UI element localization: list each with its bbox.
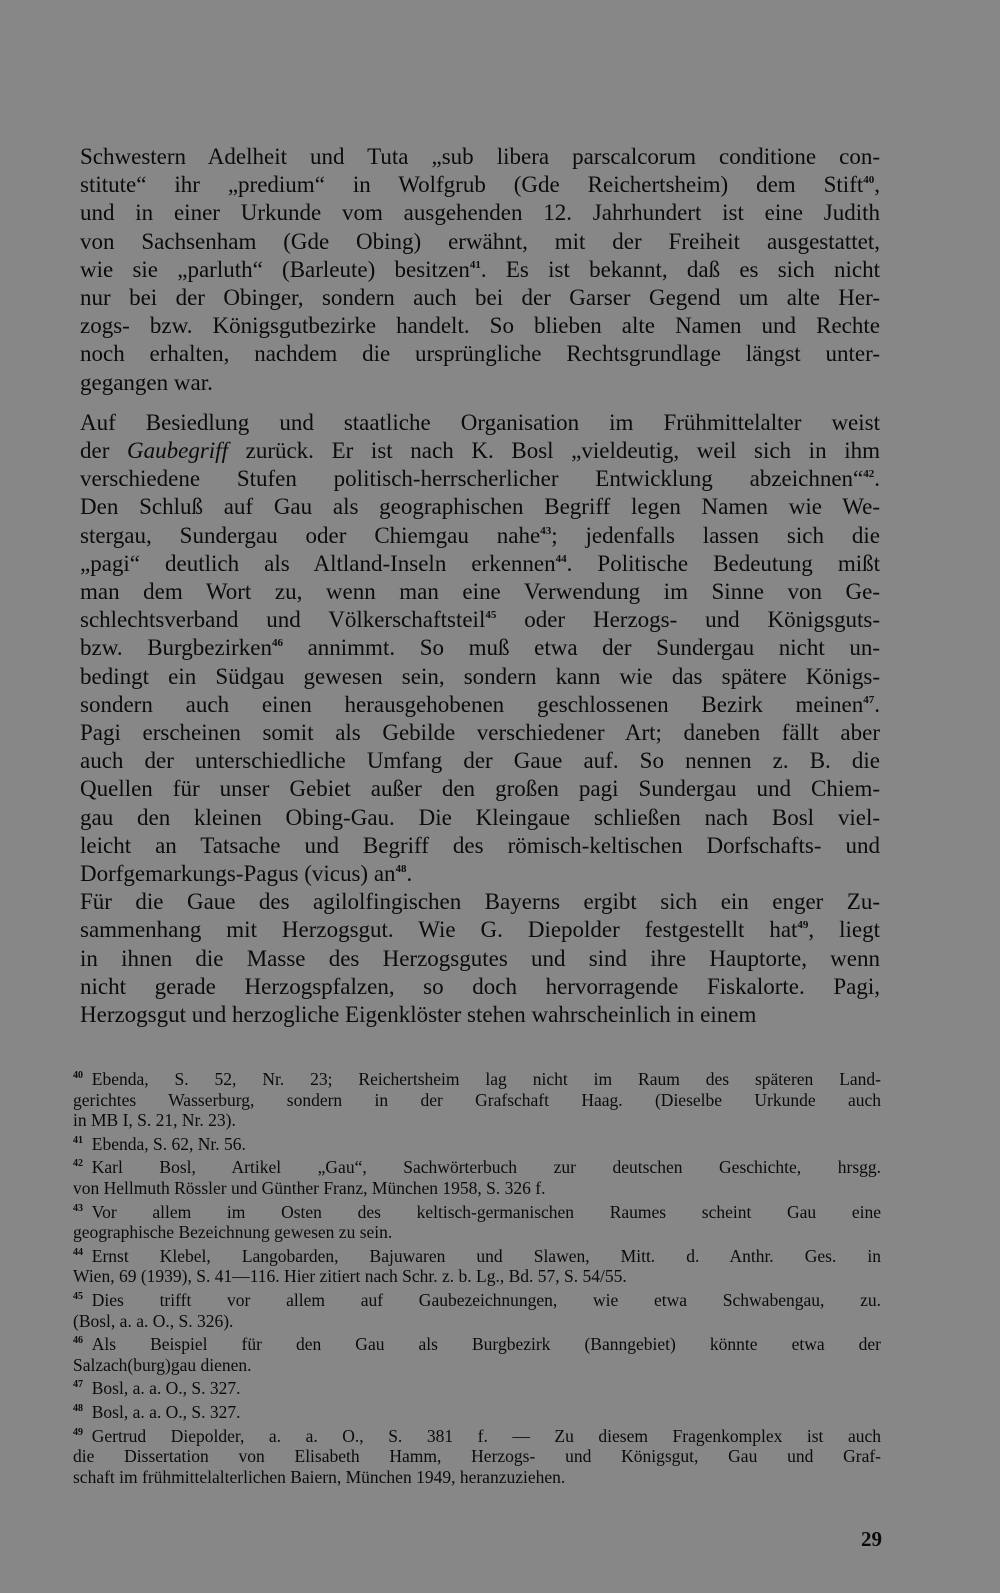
text-line (80, 143, 880, 171)
text-line (80, 1001, 880, 1029)
text-segment: gau den kleinen Obing-Gau. Die Kleingaue schließen nach Bosl viel- (80, 804, 880, 830)
footnote-ref[interactable]: 41 (469, 258, 481, 271)
text-segment: Dorfgemarkungs-Pagus (vicus) an (80, 861, 396, 887)
text-segment: bzw. Burgbezirken (80, 635, 272, 661)
text-segment: annimmt. So muß etwa der Sundergau nicht un- (282, 635, 880, 661)
text-line (80, 691, 880, 719)
footnote-text: Bosl, a. a. O., S. 327. (91, 1378, 241, 1399)
text-segment: nicht gerade Herzogspfalzen, so doch hervorragende Fiskalorte. Pagi, (80, 973, 880, 999)
footnote-line (73, 1110, 881, 1131)
text-line (80, 804, 880, 832)
text-line (80, 437, 880, 465)
footnote-text: Ebenda, S. 52, Nr. 23; Reichertsheim lag nicht im Raum des späteren Land- (91, 1069, 881, 1089)
text-segment: ; jedenfalls lassen sich die (551, 522, 880, 548)
text-line (80, 888, 880, 916)
footnote-ref[interactable]: 45 (485, 609, 497, 622)
text-segment: bedingt ein Südgau gewesen sein, sondern kann wie das spätere Königs- (80, 663, 880, 689)
text-line (80, 284, 880, 312)
text-segment: noch erhalten, nachdem die ursprüngliche Rechtsgrundlage längst unter- (80, 341, 880, 367)
text-line (80, 228, 880, 256)
text-segment: wie sie „parluth“ (Barleute) besitzen (80, 256, 470, 282)
text-segment: . (874, 691, 880, 717)
text-line (80, 369, 880, 397)
footnote-text: Wien, 69 (1939), S. 41—116. Hier zitiert nach Schr. z. b. Lg., Bd. 57, S. 54/55. (73, 1266, 627, 1287)
footnote (73, 1331, 881, 1375)
footnote-number: 49 (73, 1426, 83, 1438)
text-line (80, 860, 880, 888)
footnote-text: (Bosl, a. a. O., S. 326). (73, 1310, 234, 1331)
footnote-line (73, 1446, 881, 1467)
text-line (80, 340, 880, 368)
footnote (73, 1066, 881, 1131)
text-line (80, 312, 880, 340)
footnote-line (73, 1311, 881, 1332)
paragraph (80, 409, 880, 888)
text-segment: der (80, 438, 128, 464)
text-segment: zurück. Er ist nach K. Bosl „vieldeutig, weil sich in ihm (227, 438, 880, 464)
text-line (80, 832, 880, 860)
footnote-ref[interactable]: 40 (863, 174, 875, 187)
footnote-text: Gertrud Diepolder, a. a. O., S. 381 f. — Zu diesem Fragenkomplex ist auch (91, 1425, 881, 1446)
footnote-ref[interactable]: 46 (271, 637, 283, 650)
text-line (80, 634, 880, 662)
text-segment: verschiedene Stufen politisch-herrscherlicher Entwicklung abzeichnen“ (80, 466, 864, 492)
text-line (80, 916, 880, 944)
footnote-number: 42 (73, 1158, 83, 1170)
footnote-line (73, 1266, 881, 1287)
text-segment: auch der unterschiedliche Umfang der Gaue auf. So nennen z. B. die (80, 748, 880, 774)
footnote-line (73, 1355, 881, 1376)
text-segment: Pagi erscheinen somit als Gebilde verschiedener Art; daneben fällt aber (80, 720, 880, 746)
footnote-line (73, 1467, 881, 1488)
text-line (80, 171, 880, 199)
footnote-number: 44 (73, 1246, 83, 1258)
text-segment: . (406, 861, 413, 887)
footnote (73, 1399, 881, 1423)
footnote-text: Als Beispiel für den Gau als Burgbezirk (Banngebiet) könnte etwa der (91, 1334, 881, 1355)
footnote-line (73, 1154, 881, 1178)
text-segment: sammenhang mit Herzogsgut. Wie G. Diepolder festgestellt hat (80, 917, 798, 943)
body-text (80, 143, 880, 1029)
footnote-ref[interactable]: 44 (555, 552, 567, 565)
footnote-number: 46 (73, 1335, 83, 1347)
text-line (80, 663, 880, 691)
text-segment: in ihnen die Masse des Herzogsgutes und sind ihre Hauptorte, wenn (80, 945, 880, 971)
text-segment: man dem Wort zu, wenn man eine Verwendung im Sinne von Ge- (80, 579, 880, 605)
footnote (73, 1423, 881, 1488)
footnote-line (73, 1331, 881, 1355)
footnote (73, 1154, 881, 1198)
text-line (80, 578, 880, 606)
footnote-text: Ebenda, S. 62, Nr. 56. (91, 1133, 246, 1154)
footnote-ref[interactable]: 48 (395, 863, 407, 876)
text-line (80, 945, 880, 973)
text-line (80, 973, 880, 1001)
italic-term: Gaubegriff (127, 438, 228, 464)
text-line (80, 256, 880, 284)
text-segment: gegangen war. (80, 369, 213, 395)
footnote-ref[interactable]: 42 (863, 468, 875, 481)
text-segment: , liegt (808, 917, 880, 943)
text-segment: Für die Gaue des agilolfingischen Bayerns ergibt sich ein enger Zu- (80, 889, 880, 915)
footnote-line (73, 1375, 881, 1399)
footnote-text: in MB I, S. 21, Nr. 23). (73, 1110, 236, 1131)
footnote-text: die Dissertation von Elisabeth Hamm, Herzogs- und Königsgut, Gau und Graf- (73, 1446, 881, 1467)
text-line (80, 606, 880, 634)
footnote-ref[interactable]: 47 (863, 693, 875, 706)
footnote-text: Karl Bosl, Artikel „Gau“, Sachwörterbuch zur deutschen Geschichte, hrsgg. (91, 1157, 881, 1178)
footnote-number: 48 (73, 1402, 83, 1414)
text-segment: . Politische Bedeutung mißt (566, 550, 880, 576)
text-line (80, 747, 880, 775)
text-segment: „pagi“ deutlich als Altland-Inseln erkennen (80, 550, 556, 576)
footnote-text: Dies trifft vor allem auf Gaubezeichnungen, wie etwa Schwabengau, zu. (91, 1289, 881, 1310)
text-segment: stitute“ ihr „predium“ in Wolfgrub (Gde Reichertsheim) dem Stift (80, 172, 864, 198)
footnote (73, 1287, 881, 1331)
footnote-line (73, 1066, 881, 1090)
text-segment: sondern auch einen herausgehobenen geschlossenen Bezirk meinen (80, 691, 864, 717)
footnote-line (73, 1399, 881, 1423)
footnote (73, 1199, 881, 1243)
footnote-line (73, 1131, 881, 1155)
footnote-text: schaft im frühmittelalterlichen Baiern, München 1949, heranzuziehen. (73, 1466, 566, 1487)
footnote-number: 43 (73, 1202, 83, 1214)
text-segment: Schwestern Adelheit und Tuta „sub libera parscalcorum conditione con- (80, 144, 880, 169)
footnotes (73, 1066, 881, 1487)
footnote-line (73, 1423, 881, 1447)
footnote-text: von Hellmuth Rössler und Günther Franz, München 1958, S. 326 f. (73, 1177, 546, 1198)
footnote (73, 1131, 881, 1155)
text-segment: . Es ist bekannt, daß es sich nicht (480, 256, 880, 282)
text-segment: nur bei der Obinger, sondern auch bei der Garser Gegend um alte Her- (80, 285, 880, 311)
footnote (73, 1375, 881, 1399)
text-line (80, 409, 880, 437)
footnote-text: Bosl, a. a. O., S. 327. (91, 1401, 241, 1422)
text-segment: leicht an Tatsache und Begriff des römisch-keltischen Dorfschafts- und (80, 832, 880, 858)
text-segment: . (874, 466, 880, 492)
footnote (73, 1243, 881, 1287)
footnote-ref[interactable]: 43 (540, 524, 552, 537)
footnote-line (73, 1090, 881, 1111)
text-line (80, 493, 880, 521)
footnote-text: geographische Bezeichnung gewesen zu sein. (73, 1222, 393, 1243)
text-line (80, 199, 880, 227)
text-line (80, 550, 880, 578)
footnote-number: 40 (73, 1070, 83, 1081)
text-line (80, 775, 880, 803)
text-line (80, 465, 880, 493)
page-number: 29 (861, 1527, 882, 1551)
footnote-line (73, 1287, 881, 1311)
footnote-ref[interactable]: 49 (797, 919, 809, 932)
footnote-text: Salzach(burg)gau dienen. (73, 1354, 252, 1375)
text-segment: Herzogsgut und herzogliche Eigenklöster stehen wahrscheinlich in einem (80, 1002, 757, 1028)
footnote-text: Ernst Klebel, Langobarden, Bajuwaren und Slawen, Mitt. d. Anthr. Ges. in (91, 1245, 881, 1266)
footnote-line (73, 1178, 881, 1199)
footnote-number: 47 (73, 1379, 83, 1391)
footnote-number: 41 (73, 1134, 83, 1146)
text-segment: zogs- bzw. Königsgutbezirke handelt. So blieben alte Namen und Rechte (80, 313, 880, 339)
footnote-line (73, 1243, 881, 1267)
text-segment: Den Schluß auf Gau als geographischen Begriff legen Namen wie We- (80, 494, 880, 520)
text-line (80, 719, 880, 747)
text-segment: Quellen für unser Gebiet außer den großen pagi Sundergau und Chiem- (80, 776, 880, 802)
footnote-line (73, 1222, 881, 1243)
footnote-text: gerichtes Wasserburg, sondern in der Grafschaft Haag. (Dieselbe Urkunde auch (73, 1089, 881, 1110)
text-segment: oder Herzogs- und Königsguts- (496, 607, 880, 633)
paragraph (80, 888, 880, 1029)
text-segment: Auf Besiedlung und staatliche Organisation im Frühmittelalter weist (80, 409, 880, 435)
text-line (80, 522, 880, 550)
footnote-number: 45 (73, 1290, 83, 1302)
paragraph (80, 143, 880, 397)
text-segment: und in einer Urkunde vom ausgehenden 12. Jahrhundert ist eine Judith (80, 200, 880, 226)
text-segment: , (874, 172, 880, 198)
text-segment: schlechtsverband und Völkerschaftsteil (80, 607, 486, 633)
text-segment: stergau, Sundergau oder Chiemgau nahe (80, 522, 541, 548)
footnote-text: Vor allem im Osten des keltisch-germanischen Raumes scheint Gau eine (91, 1201, 881, 1222)
footnote-line (73, 1199, 881, 1223)
text-segment: von Sachsenham (Gde Obing) erwähnt, mit der Freiheit ausgestattet, (80, 228, 880, 254)
